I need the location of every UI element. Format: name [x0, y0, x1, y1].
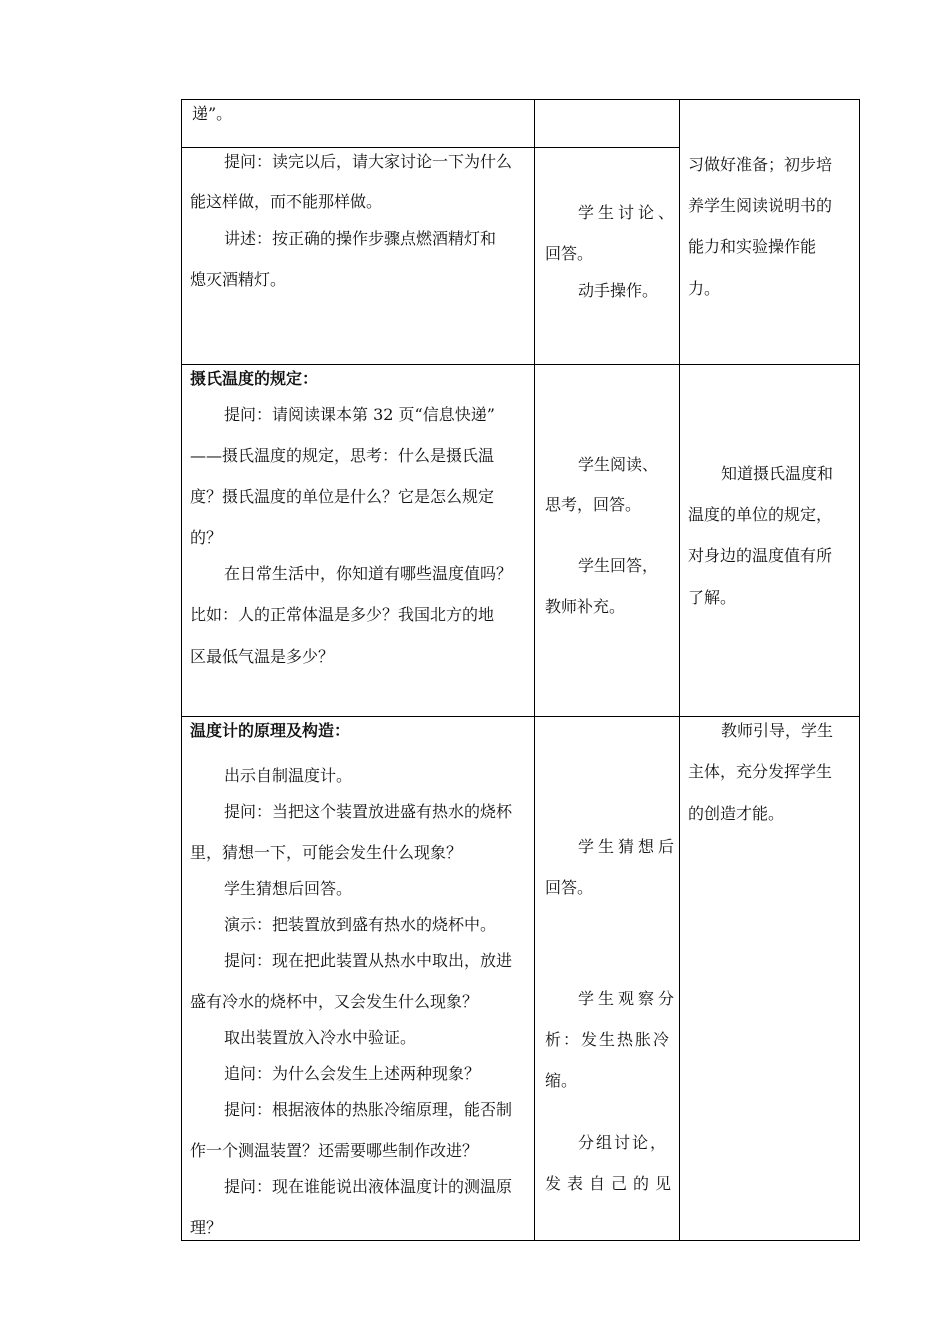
row4-content-line-12: 提问：现在谁能说出液体温度计的测温原 — [224, 1177, 513, 1196]
row2-student-activity-line-3: 动手操作。 — [578, 281, 659, 300]
row4-student-activity-line-4: 析：发生热胀冷 — [545, 1030, 672, 1049]
table-right-border — [859, 99, 860, 1241]
row3-section-heading: 摄氏温度的规定： — [190, 369, 319, 388]
row4-content-line-6: 提问：现在把此装置从热水中取出，放进 — [224, 951, 513, 970]
row3-question-line-2: ——摄氏温度的规定，思考：什么是摄氏温 — [190, 446, 495, 465]
row4-content-line-3: 里，猜想一下，可能会发生什么现象？ — [190, 843, 463, 862]
row3-intent-line-4: 了解。 — [688, 588, 737, 607]
row2-intent-line-1: 习做好准备；初步培 — [688, 155, 833, 174]
row3-intent-line-2: 温度的单位的规定， — [688, 505, 833, 524]
row4-student-activity-line-2: 回答。 — [545, 878, 594, 897]
row2-intent-line-4: 力。 — [688, 279, 721, 298]
column-divider-1 — [534, 99, 535, 1241]
row3-question-line-6: 比如：人的正常体温是多少？我国北方的地 — [190, 605, 495, 624]
row4-student-activity-line-7: 发表自己的见 — [545, 1174, 678, 1193]
row4-section-heading: 温度计的原理及构造： — [190, 721, 351, 740]
row2-question-line-2: 能这样做，而不能那样做。 — [190, 192, 383, 211]
row2-narration-line-1: 讲述：按正确的操作步骤点燃酒精灯和 — [224, 229, 497, 248]
row4-intent-line-1: 教师引导，学生 — [721, 721, 834, 740]
row4-content-line-11: 作一个测温装置？还需要哪些制作改进？ — [190, 1141, 479, 1160]
row3-question-line-1: 提问：请阅读课本第 32 页“信息快递” — [224, 405, 495, 424]
row3-question-line-4: 的？ — [190, 528, 223, 547]
table-top-border — [181, 99, 860, 100]
column-divider-2 — [679, 99, 680, 1241]
row4-intent-line-3: 的创造才能。 — [688, 804, 785, 823]
table-left-border — [181, 99, 182, 1241]
row3-bottom-border — [181, 716, 860, 717]
row2-student-activity-line-1: 学生讨论、 — [578, 203, 679, 222]
row3-student-activity-line-3: 学生回答， — [578, 556, 659, 575]
row3-intent-line-1: 知道摄氏温度和 — [721, 464, 834, 483]
row2-intent-line-2: 养学生阅读说明书的 — [688, 196, 833, 215]
row4-content-line-2: 提问：当把这个装置放进盛有热水的烧杯 — [224, 802, 513, 821]
row4-content-line-1: 出示自制温度计。 — [224, 766, 353, 785]
row4-content-line-10: 提问：根据液体的热胀冷缩原理，能否制 — [224, 1100, 513, 1119]
row4-student-activity-line-3: 学生观察分 — [578, 989, 679, 1008]
row3-question-line-3: 度？摄氏温度的单位是什么？它是怎么规定 — [190, 487, 495, 506]
row4-content-line-8: 取出装置放入冷水中验证。 — [224, 1028, 417, 1047]
table-bottom-border — [181, 1240, 860, 1241]
row3-student-activity-line-2: 思考，回答。 — [545, 495, 642, 514]
row3-student-activity-line-4: 教师补充。 — [545, 597, 626, 616]
row4-student-activity-line-6: 分组讨论， — [578, 1133, 669, 1152]
row3-question-line-7: 区最低气温是多少？ — [190, 647, 335, 666]
row2-bottom-border — [181, 364, 860, 365]
row4-content-line-9: 追问：为什么会发生上述两种现象？ — [224, 1064, 481, 1083]
row2-narration-line-2: 熄灭酒精灯。 — [190, 270, 287, 289]
row4-intent-line-2: 主体，充分发挥学生 — [688, 762, 833, 781]
row4-content-line-13: 理？ — [190, 1218, 223, 1237]
row2-student-activity-line-2: 回答。 — [545, 244, 594, 263]
row2-intent-line-3: 能力和实验操作能 — [688, 237, 817, 256]
row3-intent-line-3: 对身边的温度值有所 — [688, 546, 833, 565]
row3-student-activity-line-1: 学生阅读、 — [578, 455, 659, 474]
row4-student-activity-line-5: 缩。 — [545, 1071, 578, 1090]
row3-question-line-5: 在日常生活中，你知道有哪些温度值吗？ — [224, 564, 513, 583]
row4-content-line-7: 盛有冷水的烧杯中，又会发生什么现象？ — [190, 992, 479, 1011]
row1-text-line: 递”。 — [192, 104, 233, 123]
row4-content-line-4: 学生猜想后回答。 — [224, 879, 353, 898]
row1-col1-col2-divider — [181, 147, 679, 148]
row4-content-line-5: 演示：把装置放到盛有热水的烧杯中。 — [224, 915, 497, 934]
row2-question-line-1: 提问：读完以后，请大家讨论一下为什么 — [224, 152, 513, 171]
row4-student-activity-line-1: 学生猜想后 — [578, 837, 679, 856]
